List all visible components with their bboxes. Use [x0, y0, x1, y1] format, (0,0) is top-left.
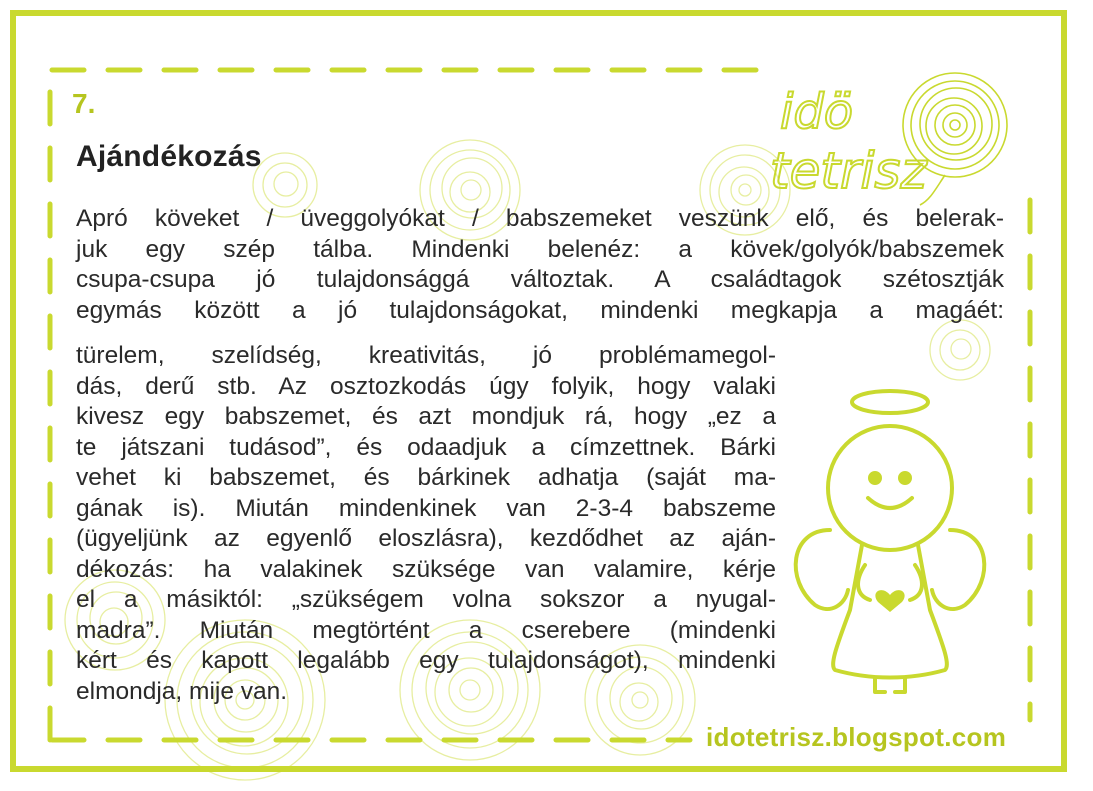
text-line: türelem, szelídség, kreativitás, jó problémamegol- — [76, 342, 776, 369]
text-line: vehet ki babszemet, és bárkinek adhatja (saját ma- — [76, 464, 776, 491]
text-line: kivesz egy babszemet, és azt mondjuk rá, hogy „ez a — [76, 403, 776, 430]
text-line: gának is). Miután mindenkinek van 2-3-4 babszeme — [76, 494, 776, 522]
heart-icon — [875, 590, 904, 612]
paragraph-full-width — [76, 204, 1004, 326]
text-line: dás, derű stb. Az osztozkodás úgy folyik, hogy valaki — [76, 372, 776, 400]
angel-icon — [790, 380, 990, 700]
text-line: madra”. Miután megtörtént a cserebere (mindenki — [76, 616, 776, 644]
svg-text:tetrisz: tetrisz — [770, 142, 927, 200]
text-line: egymás között a jó tulajdonságokat, mindenki megkapja a magáét: — [76, 296, 1004, 324]
idotetrisz-logo — [770, 70, 1030, 210]
svg-text:idö: idö — [780, 84, 854, 140]
text-line: juk egy szép tálba. Mindenki belenéz: a kövek/golyók/babszemek — [76, 235, 1004, 263]
website-url[interactable]: idotetrisz.blogspot.com — [706, 722, 1007, 752]
text-line: te játszani tudásod”, és odaadjuk a címzettnek. Bárki — [76, 433, 776, 461]
text-line: Apró köveket / üveggolyókat / babszemeket veszünk elő, és belerak- — [76, 205, 1004, 232]
text-line: kért és kapott legalább egy tulajdonságot), mindenki — [76, 647, 776, 674]
card-title: Ajándékozás — [76, 140, 262, 173]
card-number: 7. — [72, 88, 96, 119]
text-line: (ügyeljünk az egyenlő eloszlásra), kezdődhet az aján- — [76, 525, 776, 552]
text-line: el a másiktól: „szükségem volna sokszor a nyugal- — [76, 586, 776, 613]
text-line: elmondja, mije van. — [76, 677, 288, 705]
paragraph-narrow — [76, 341, 776, 707]
text-line: dékozás: ha valakinek szüksége van valamire, kérje — [76, 555, 776, 583]
text-line: csupa-csupa jó tulajdonsággá változtak. A családtagok szétosztják — [76, 266, 1004, 293]
